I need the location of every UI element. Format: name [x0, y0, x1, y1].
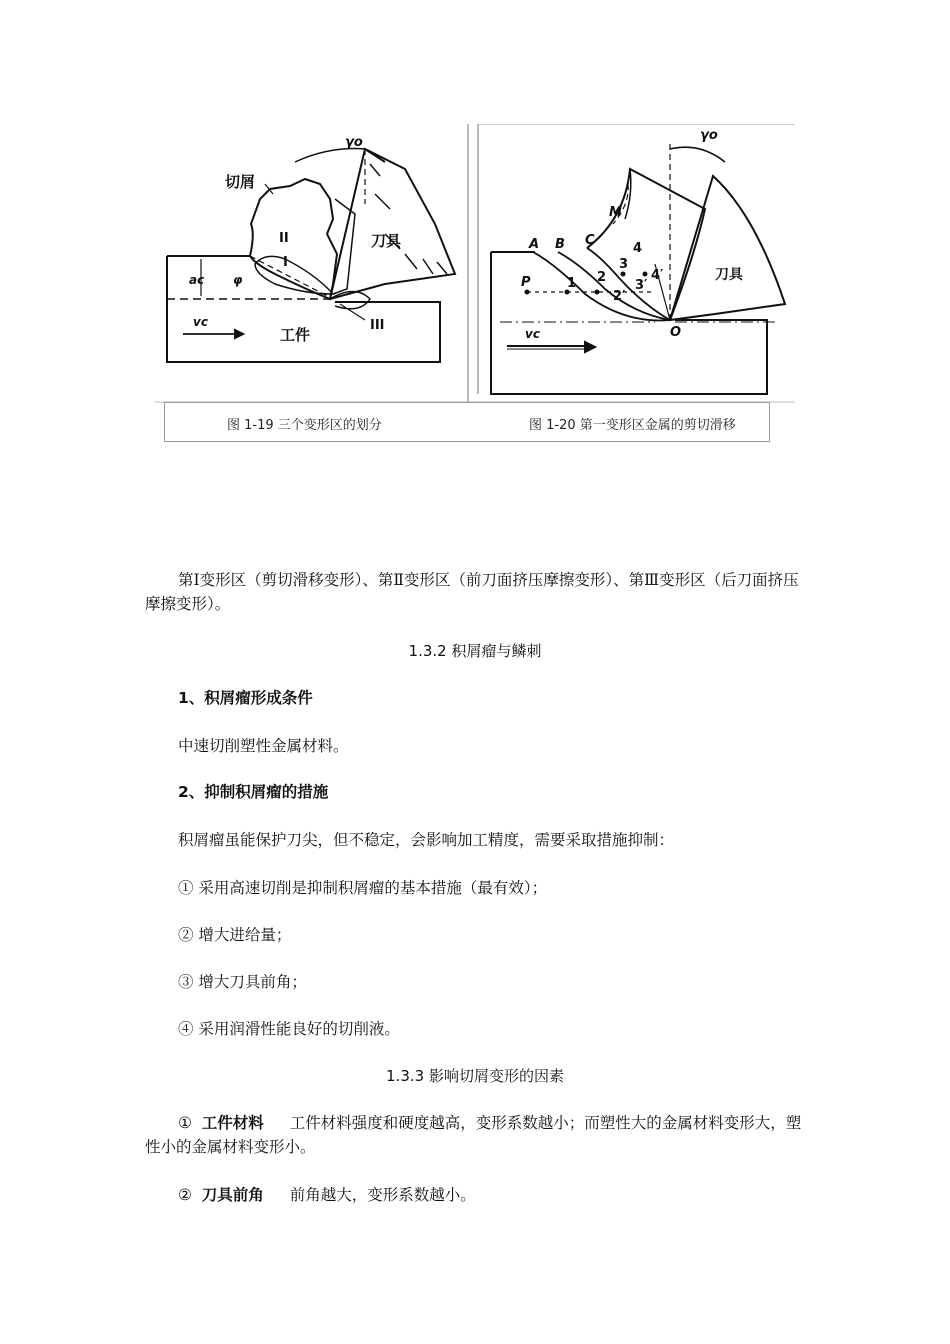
fig1-zone1-label: I [283, 255, 288, 270]
factor2-number: ② [178, 1186, 192, 1204]
fig2-label-3: 3 [619, 257, 629, 272]
fig2-label-C: C [585, 233, 595, 248]
measure-item-3: ③ 增大刀具前角； [178, 973, 307, 991]
factor-workpiece-material [145, 1111, 805, 1159]
fig1-workpiece-label: 工件 [280, 326, 311, 344]
factor1-term: 工件材料 [201, 1114, 264, 1132]
suppression-intro-text: 积屑瘤虽能保护刀尖，但不稳定，会影响加工精度，需要采取措施抑制： [178, 831, 675, 849]
fig2-label-B: B [555, 237, 565, 252]
factor2-term: 刀具前角 [201, 1186, 264, 1204]
measure-item-1: ① 采用高速切削是抑制积屑瘤的基本措施（最有效）； [178, 879, 548, 897]
fig2-label-4: 4 [633, 241, 643, 256]
factor2-text: 前角越大，变形系数越小。 [289, 1186, 476, 1204]
fig1-ac-label: ac [189, 273, 205, 287]
section-heading-1-3-2: 1.3.2 积屑瘤与鳞刺 [408, 642, 542, 660]
fig2-tool-label: 刀具 [715, 267, 743, 283]
factor-tool-rake-angle [145, 1183, 805, 1207]
fig1-tool-label: 刀具 [371, 232, 402, 250]
fig2-gamma-label: γo [700, 128, 718, 143]
fig2-caption: 图 1-20 第一变形区金属的剪切滑移 [529, 418, 736, 433]
figure-area [155, 124, 795, 444]
fig1-caption: 图 1-19 三个变形区的划分 [227, 418, 382, 433]
measure-item-2: ② 增大进给量； [178, 926, 292, 944]
fig1-chip-label: 切屑 [225, 173, 256, 191]
subheading-formation-conditions: 1、积屑瘤形成条件 [178, 689, 313, 707]
fig2-label-1: 1 [567, 276, 577, 291]
fig1-vc-label: vc [193, 315, 208, 329]
subheading-suppression-measures: 2、抑制积屑瘤的措施 [178, 783, 329, 801]
section-heading-1-3-3: 1.3.3 影响切屑变形的因素 [386, 1067, 564, 1085]
fig1-zone2-label: II [279, 231, 289, 246]
fig2-label-2p: 2′ [613, 289, 626, 304]
fig1-phi-label: φ [233, 273, 243, 287]
factor1-number: ① [178, 1114, 192, 1132]
fig2-label-4p: 4′ [651, 268, 664, 283]
fig2-label-3p: 3′ [635, 278, 648, 293]
figure-caption-box [164, 402, 770, 442]
factor1-text: 工件材料强度和硬度越高，变形系数越小；而塑性大的金属材料变形大，塑性小的金属材料变形小。 [145, 1114, 802, 1156]
fig2-label-A: A [529, 237, 540, 252]
fig2-label-O: O [670, 325, 682, 340]
deformation-zones-paragraph: 第Ⅰ变形区（剪切滑移变形）、第Ⅱ变形区（前刀面挤压摩擦变形）、第Ⅲ变形区（后刀面挤压摩擦变形）。 [145, 571, 799, 613]
formation-conditions-text: 中速切削塑性金属材料。 [178, 737, 349, 755]
figure-1-19 [167, 149, 455, 362]
fig2-vc-label: vc [525, 327, 540, 341]
fig1-gamma-label: γo [345, 135, 363, 150]
measure-item-4: ④ 采用润滑性能良好的切削液。 [178, 1020, 400, 1038]
cutting-zones-diagrams [155, 124, 795, 444]
fig2-label-M: M [609, 205, 622, 220]
fig2-label-2: 2 [597, 270, 607, 285]
fig1-zone3-label: III [370, 318, 385, 333]
fig2-label-P: P [521, 275, 531, 290]
